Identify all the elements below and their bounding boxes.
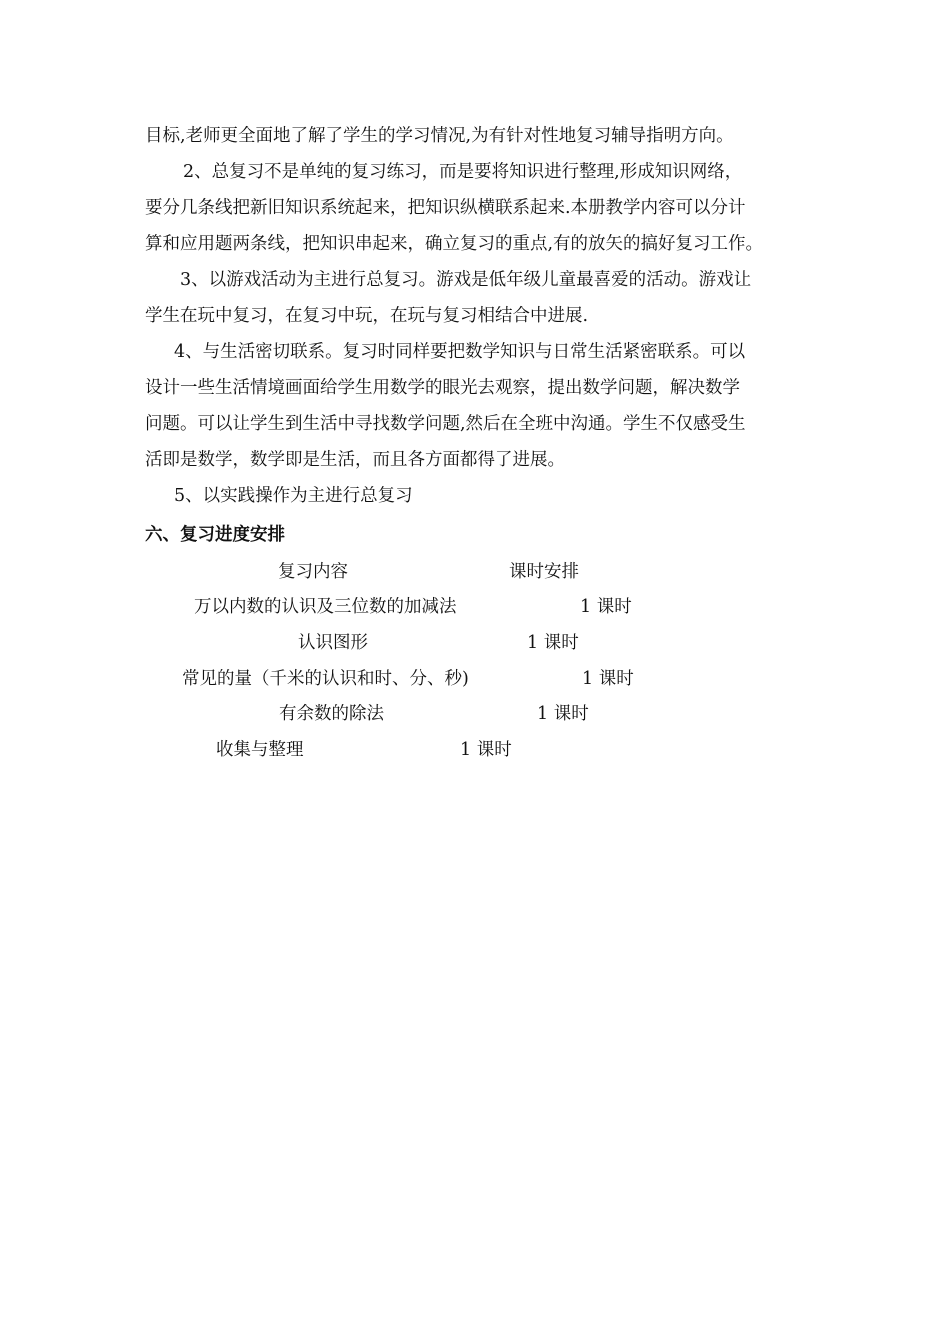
paragraph-line: 目标,老师更全面地了解了学生的学习情况,为有针对性地复习辅导指明方向。 bbox=[145, 126, 734, 146]
table-row-hours: 1 课时 bbox=[460, 740, 512, 760]
table-row-content: 收集与整理 bbox=[216, 740, 304, 760]
table-header-content: 复习内容 bbox=[278, 562, 348, 582]
table-row-content: 有余数的除法 bbox=[279, 704, 384, 724]
table-row-content: 认识图形 bbox=[298, 633, 368, 653]
table-row-content: 万以内数的认识及三位数的加减法 bbox=[194, 597, 457, 617]
table-header-hours: 课时安排 bbox=[509, 562, 579, 582]
paragraph-line: 学生在玩中复习，在复习中玩，在玩与复习相结合中进展. bbox=[145, 306, 589, 326]
paragraph-line: 要分几条线把新旧知识系统起来，把知识纵横联系起来.本册教学内容可以分计 bbox=[145, 198, 746, 218]
paragraph-line: 4、与生活密切联系。复习时同样要把数学知识与日常生活紧密联系。可以 bbox=[174, 342, 746, 362]
table-row-hours: 1 课时 bbox=[527, 633, 579, 653]
paragraph-line: 设计一些生活情境画面给学生用数学的眼光去观察，提出数学问题，解决数学 bbox=[145, 378, 740, 398]
paragraph-line: 2、总复习不是单纯的复习练习，而是要将知识进行整理,形成知识网络， bbox=[183, 162, 743, 182]
paragraph-line: 活即是数学，数学即是生活，而且各方面都得了进展。 bbox=[145, 450, 565, 470]
paragraph-line: 3、以游戏活动为主进行总复习。游戏是低年级儿童最喜爱的活动。游戏让 bbox=[180, 270, 752, 290]
table-row-hours: 1 课时 bbox=[582, 669, 634, 689]
paragraph-line: 问题。可以让学生到生活中寻找数学问题,然后在全班中沟通。学生不仅感受生 bbox=[145, 414, 746, 434]
table-row-hours: 1 课时 bbox=[580, 597, 632, 617]
table-row-content: 常见的量（千米的认识和时、分、秒) bbox=[182, 669, 469, 689]
paragraph-line: 算和应用题两条线，把知识串起来，确立复习的重点,有的放矢的搞好复习工作。 bbox=[145, 234, 764, 254]
paragraph-line: 5、以实践操作为主进行总复习 bbox=[174, 486, 413, 506]
section-heading: 六、复习进度安排 bbox=[145, 525, 285, 545]
table-row-hours: 1 课时 bbox=[537, 704, 589, 724]
